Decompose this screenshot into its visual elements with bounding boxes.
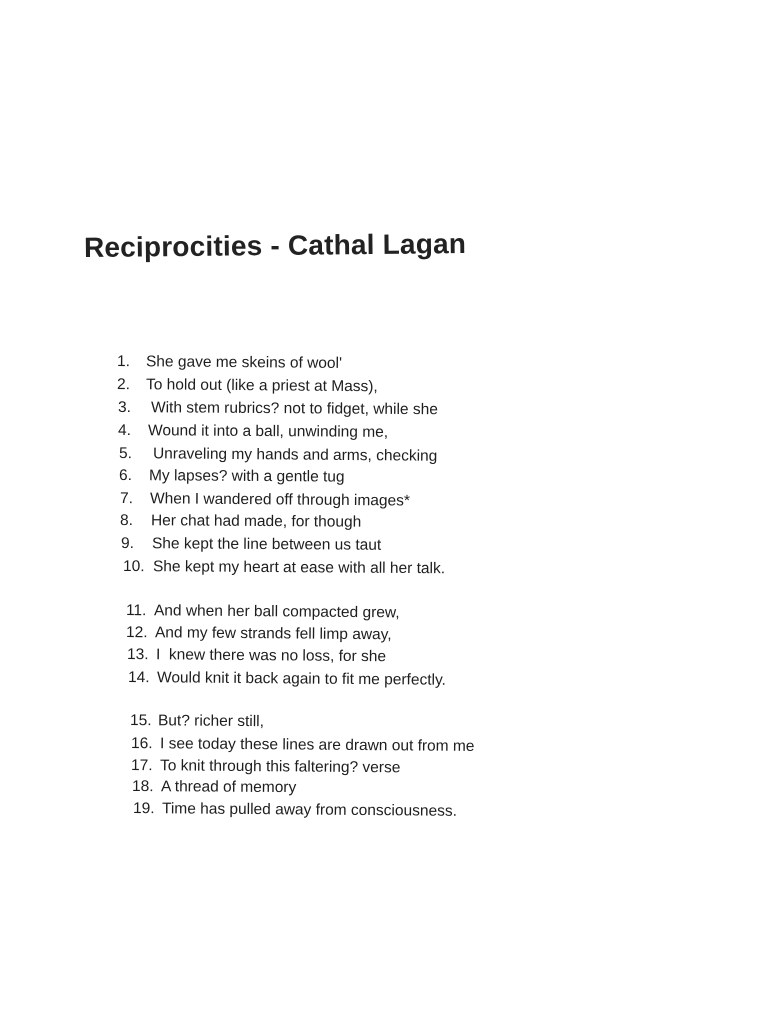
line-text: She kept my heart at ease with all her talk. xyxy=(152,558,446,578)
line-text: But? richer still, xyxy=(157,712,265,731)
line-text: When I wandered off through images* xyxy=(149,490,411,510)
line-text: My lapses? with a gentle tug xyxy=(148,467,345,486)
line-text: To hold out (like a priest at Mass), xyxy=(145,376,378,396)
line-number: 6. xyxy=(118,467,133,485)
line-number: 2. xyxy=(116,376,131,394)
line-text: Her chat had made, for though xyxy=(150,512,362,531)
line-number: 15. xyxy=(129,712,152,730)
line-number: 14. xyxy=(127,669,150,687)
poem-line xyxy=(120,511,361,533)
poem-line xyxy=(132,777,296,798)
poem-line xyxy=(133,799,457,822)
poem-line xyxy=(121,534,381,556)
line-text: Would knit it back again to fit me perfectly. xyxy=(156,669,446,689)
line-number: 13. xyxy=(126,646,149,664)
poem-line xyxy=(118,398,438,420)
line-number: 9. xyxy=(120,535,135,553)
line-text: With stem rubrics? not to fidget, while she xyxy=(150,399,438,419)
poem-line xyxy=(117,352,342,374)
line-number: 18. xyxy=(131,778,154,796)
line-number: 7. xyxy=(119,490,134,508)
line-number: 5. xyxy=(118,445,133,463)
poem-line xyxy=(120,489,410,512)
line-number: 3. xyxy=(117,399,132,417)
line-text: Unraveling my hands and arms, checking xyxy=(152,445,438,465)
line-text: And when her ball compacted grew, xyxy=(153,602,400,622)
line-text: And my few strands fell limp away, xyxy=(154,624,392,644)
poem-line xyxy=(118,421,388,443)
page-title: Reciprocities - Cathal Lagan xyxy=(83,227,467,263)
poem-line xyxy=(119,444,437,467)
poem-line xyxy=(119,466,345,488)
line-text: Time has pulled away from consciousness. xyxy=(161,800,457,820)
poem-line xyxy=(126,623,392,645)
line-number: 8. xyxy=(119,512,134,530)
poem-line xyxy=(131,734,475,757)
line-number: 16. xyxy=(130,735,153,753)
poem-line xyxy=(127,645,386,667)
line-text: She kept the line between us taut xyxy=(151,535,382,554)
line-number: 4. xyxy=(117,422,132,440)
line-number: 11. xyxy=(125,602,147,620)
poem-line xyxy=(130,711,264,732)
line-text: A thread of memory xyxy=(160,778,297,797)
line-number: 12. xyxy=(125,624,148,642)
poem-line xyxy=(131,756,401,778)
line-text: To knit through this faltering? verse xyxy=(159,757,401,777)
line-text: Wound it into a ball, unwinding me, xyxy=(147,422,389,441)
poem-line xyxy=(126,601,400,623)
line-number: 19. xyxy=(132,800,155,818)
line-text: She gave me skeins of wool' xyxy=(145,353,343,372)
line-number: 17. xyxy=(130,757,153,775)
line-number: 10. xyxy=(122,558,145,576)
poem-line xyxy=(128,668,446,691)
poem-line xyxy=(123,557,445,579)
line-text: I see today these lines are drawn out from me xyxy=(159,735,475,755)
poem-line xyxy=(117,375,378,397)
line-text: I knew there was no loss, for she xyxy=(155,646,387,666)
line-number: 1. xyxy=(116,353,131,371)
